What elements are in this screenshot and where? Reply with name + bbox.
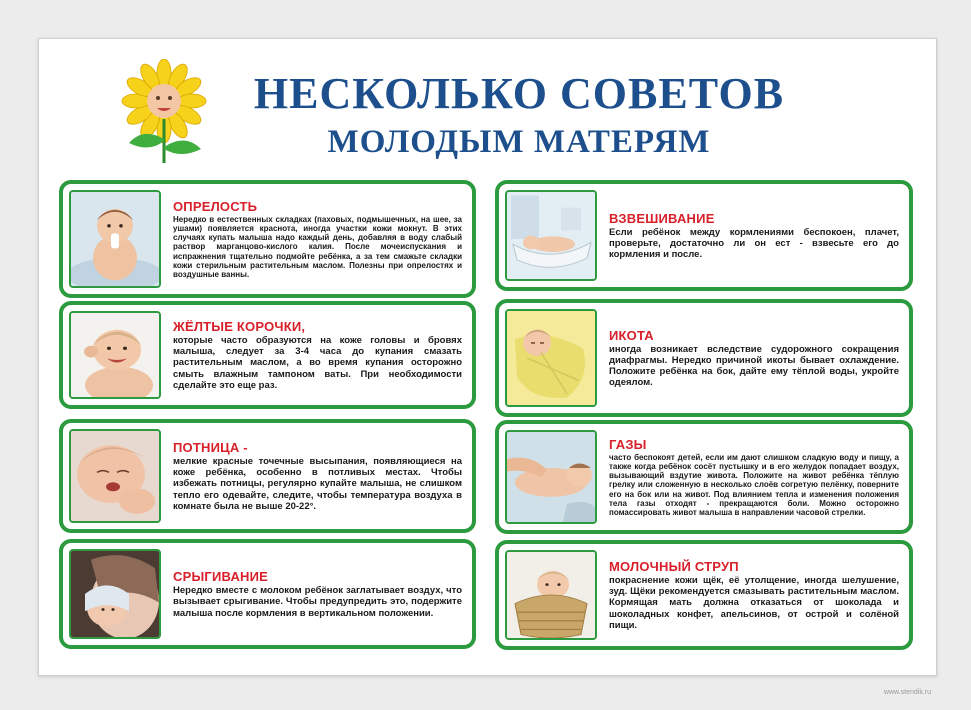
tip-card-hiccups (495, 299, 913, 417)
swaddled-baby-photo (505, 309, 597, 407)
page-title-line2: МОЛОДЫМ МАТЕРЯМ (327, 124, 711, 160)
footer-url: www.stendik.ru (883, 689, 931, 696)
card-heading: ЖЁЛТЫЕ КОРОЧКИ, (173, 318, 306, 334)
tip-card-spitting-up (59, 539, 476, 649)
smiling-baby-photo (69, 311, 161, 399)
tip-card-yellow-crusts (59, 301, 476, 409)
card-text: часто беспокоят детей, если им дают слишком сладкую воду и пищу, а также когда ребёнок сосёт пустышку и в его желудок попадает воздух, вызывающий вздутие живота. Положите на живот ребёнка тёплую грелку или сложенную в несколько слоёв согретую пелёнку, поверните его на бок или на живот. Под влиянием тепла и изменения положения тела газы отходят - прекращаются боли. Можно осторожно помассировать живот малыша в направлении часовой стрелки. (609, 453, 899, 517)
card-text: иногда возникает вследствие судорожного сокращения диафрагмы. Нередко причиной икоты бывает охлаждение. Положите ребёнка на бок, дайте ему тёплой воды, укройте одеялом. (609, 343, 899, 389)
card-heading: МОЛОЧНЫЙ СТРУП (609, 558, 739, 574)
card-text: которые часто образуются на коже головы и бровях малыша, следует за 3-4 часа до купания смазать растительным маслом, а во время купания осторожно смыть влажным тампоном ваты. При необходимости сделайте это еще раз. (173, 334, 462, 391)
tummy-massage-photo (505, 430, 597, 524)
tip-card-milk-crust (495, 540, 913, 650)
card-heading: ПОТНИЦА - (173, 439, 248, 455)
tip-card-gas (495, 420, 913, 534)
tip-card-diaper-rash (59, 180, 476, 298)
tip-card-heat-rash (59, 419, 476, 533)
card-heading: ОПРЕЛОСТЬ (173, 199, 258, 215)
card-heading: ВЗВЕШИВАНИЕ (609, 210, 715, 226)
card-text: покраснение кожи щёк, её утолщение, иногда шелушение, зуд. Щёки рекомендуется смазывать растительным маслом. Кормящая мать должна отказаться от шоколада и шоколадных конфет, апельсинов, от острой и солёной пищи. (609, 574, 899, 631)
card-text: Нередко в естественных складках (паховых, подмышечных, на шее, за ушами) появляется краснота, иногда участки кожи мокнут. В этих случаях купать малыша надо каждый день, добавляя в воду слабый раствор марганцово-кислого калия. После мочеиспускания и испражнения тщательно подмойте ребёнка, а за тем смажьте складки кожи стерильным растительным маслом. Полезны при опрелостях и воздушные ванны. (173, 215, 462, 279)
card-heading: ИКОТА (609, 327, 654, 343)
card-heading: СРЫГИВАНИЕ (173, 569, 269, 585)
card-heading: ГАЗЫ (609, 437, 647, 453)
baby-bath-photo (69, 190, 161, 288)
baby-basket-photo (505, 550, 597, 640)
card-text: Если ребёнок между кормлениями беспокоен, плачет, проверьте, достаточно ли он ест - взвесьте его до кормления и после. (609, 226, 899, 261)
poster (38, 38, 937, 676)
baby-scale-photo (505, 190, 597, 281)
mother-baby-photo (69, 549, 161, 639)
page-title-line1: НЕСКОЛЬКО СОВЕТОВ (253, 69, 785, 118)
card-text: мелкие красные точечные высыпания, появляющиеся на коже ребёнка, особенно в потливых местах. Чтобы избежать потницы, регулярно купайте малыша, не слишком тепло его одевайте, следите, чтобы температура воздуха в комнате была не выше 20-22°. (173, 455, 462, 512)
tip-card-weighing (495, 180, 913, 291)
crying-baby-photo (69, 429, 161, 523)
card-text: Нередко вместе с молоком ребёнок заглатывает воздух, что вызывает срыгивание. Чтобы предупредить это, подержите малыша после кормления в вертикальном положении. (173, 585, 462, 619)
